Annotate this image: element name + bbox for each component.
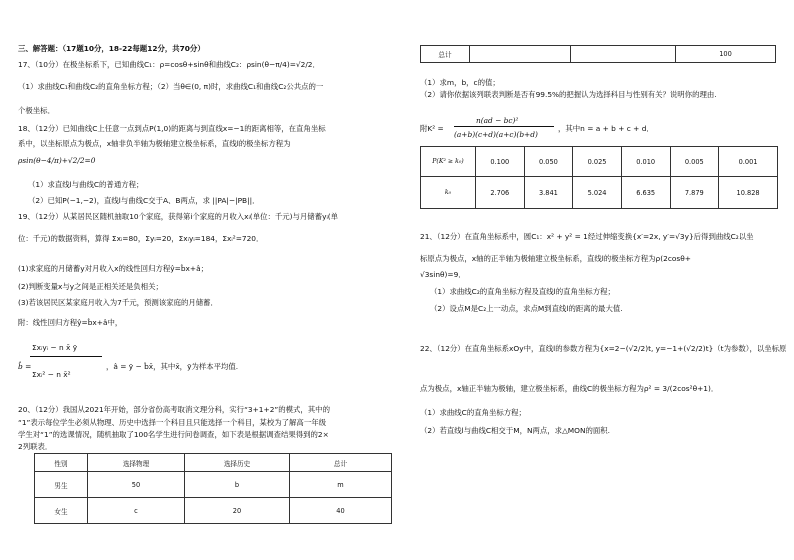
table-row-label: P(K² ≥ k₀) [421,147,476,177]
q22-sub-1: （1）求曲线C的直角坐标方程； [420,408,526,417]
table-cell: 50 [88,472,185,498]
q22-line-2: 点为极点，x轴正半轴为极轴，建立极坐标系，曲线C的极坐标方程为ρ² = 3/(2cos²θ+1)． [420,384,719,393]
table-cell: 20 [185,498,290,524]
q17-line-2: （1）求曲线C₁和曲线C₂的直角坐标方程；（2）当θ∈(0, π)时，求曲线C₁和曲线C₂公共点的一 [18,82,324,91]
table-header-cell: 选择物理 [88,454,185,472]
q18-line-3: ρsin(θ−4/π)+√2/2=0 [18,156,96,165]
q19-line-2: 位：千元)的数据资料，算得 Σxᵢ=80，Σyᵢ=20，Σxᵢyᵢ=184，Σxᵢ²=720． [18,234,264,243]
table-cell [470,46,571,63]
table-cell: 0.005 [670,147,719,177]
q19-line-4: (2)判断变量x与y之间是正相关还是负相关； [18,282,163,291]
q21-sub-1: （1）求曲线C₂的直角坐标方程及直线l的直角坐标方程； [430,287,615,296]
q20-sub-1: （1）求m，b，c的值； [420,78,500,87]
q19-line-3: (1)求家庭的月储蓄y对月收入x的线性回归方程ŷ=b̂x+â； [18,264,208,273]
q20-line-4: 2列联表． [18,442,53,451]
k2-suffix: ，其中n = a + b + c + d． [558,124,654,133]
q20-line-3: 学生对“1”的选课情况，随机抽取了100名学生进行问卷调查，如下表是根据调查结果得到的2× [18,430,329,439]
table-row [421,177,778,209]
table-cell: 2.706 [476,177,525,209]
table-header-cell: 选择历史 [185,454,290,472]
table-row [421,147,778,177]
table-row [35,472,392,498]
table-cell: b [185,472,290,498]
table-cell: 5.024 [573,177,622,209]
q19-line-1: 19、（12分）从某居民区随机抽取10个家庭，获得第i个家庭的月收入xᵢ(单位：千元)与月储蓄yᵢ(单 [18,212,339,221]
table-cell: 总计 [421,46,470,63]
table-cell: c [88,498,185,524]
q18-line-1: 18、（12分）已知曲线C上任意一点到点P(1,0)的距离与到直线x=−1的距离相等，在直角坐标 [18,124,326,133]
table-cell: m [290,472,392,498]
q21-line-2: 标原点为极点，x轴的正半轴为极轴建立极坐标系，直线l的极坐标方程为ρ(2cosθ+ [420,254,691,263]
table-cell: 0.001 [719,147,778,177]
table-cell: 3.841 [524,177,573,209]
table-cell: 0.050 [524,147,573,177]
b-hat-symbol: b̂ = [18,362,32,371]
q18-line-4: （1）求直线l与曲线C的普通方程； [28,180,144,189]
q19-formula-tail: ，â = ȳ − b̂x̄，其中x̄，ȳ为样本平均值. [106,362,239,371]
q20-sub-2: （2）请你依据该列联表判断是否有99.5%的把握认为选择科目与性别有关？说明你的理由. [420,90,717,99]
q20-line-2: “1”表示每位学生必须从物理、历史中选择一个科目且只能选择一个科目，某校为了解高一年级 [18,418,326,427]
k2-denominator: (a+b)(c+d)(a+c)(b+d) [454,130,538,139]
table-cell: 0.025 [573,147,622,177]
q22-sub-2: （2）若直线l与曲线C相交于M，N两点，求△MON的面积. [420,426,611,435]
k2-fraction-bar [454,126,554,127]
critical-value-table [420,146,778,209]
section-title: 三、解答题：（17题10分，18-22每题12分，共70分） [18,44,205,53]
q18-line-5: （2）已知P(−1,−2)，直线l与曲线C交于A、B两点，求 ||PA|−|PB||． [28,196,260,205]
table-cell: 7.879 [670,177,719,209]
table-cell: 6.635 [621,177,670,209]
q21-line-1: 21、（12分）在直角坐标系中，圆C₁：x² + y² = 1经过伸缩变换{x′=2x, y′=√3y}后得到曲线C₂以坐 [420,232,754,241]
table-cell: 男生 [35,472,88,498]
q22-line-1: 22、（12分）在直角坐标系xOy中，直线l的参数方程为{x=2−(√2/2)t, y=−1+(√2/2)t}（t为参数），以坐标原 [420,344,787,353]
q19-formula-denominator: Σxᵢ² − n x̄² [32,370,71,379]
table-row [35,498,392,524]
total-row-table [420,45,776,63]
q19-formula-numerator: Σxᵢyᵢ − n x̄ ȳ [32,343,78,352]
q19-hint: 附：线性回归方程ŷ=b̂x+â中， [18,318,123,327]
k2-numerator: n(ad − bc)² [476,116,519,125]
table-cell: 10.828 [719,177,778,209]
q18-line-2: 系中，以坐标原点为极点，x轴非负半轴为极轴建立极坐标系，直线l的极坐标方程为 [18,139,291,148]
table-cell [571,46,676,63]
formula-fraction-bar [30,356,102,357]
table-cell: 女生 [35,498,88,524]
table-header-row [35,454,392,472]
q21-sub-2: （2）设点M是C₂上一动点，求点M到直线l的距离的最大值. [430,304,623,313]
q20-line-1: 20、（12分）我国从2021年开始，部分省份高考取消文理分科，实行“3+1+2”的模式，其中的 [18,405,330,414]
table-cell: 40 [290,498,392,524]
table-cell: 0.010 [621,147,670,177]
table-header-cell: 总计 [290,454,392,472]
k2-prefix: 附K² = [420,124,444,133]
contingency-table [34,453,392,524]
q17-line-3: 个极坐标． [18,106,55,115]
table-row-label: k₀ [421,177,476,209]
table-row [421,46,776,63]
table-header-cell: 性别 [35,454,88,472]
table-cell: 0.100 [476,147,525,177]
q17-line-1: 17、（10分）在极坐标系下，已知曲线C₁：ρ=cosθ+sinθ和曲线C₂：ρsin(θ−π/4)=√2/2． [18,60,320,69]
q19-line-5: (3)若该居民区某家庭月收入为7千元，预测该家庭的月储蓄． [18,298,218,307]
q21-line-3: √3sinθ)=9． [420,270,466,279]
table-cell: 100 [676,46,776,63]
